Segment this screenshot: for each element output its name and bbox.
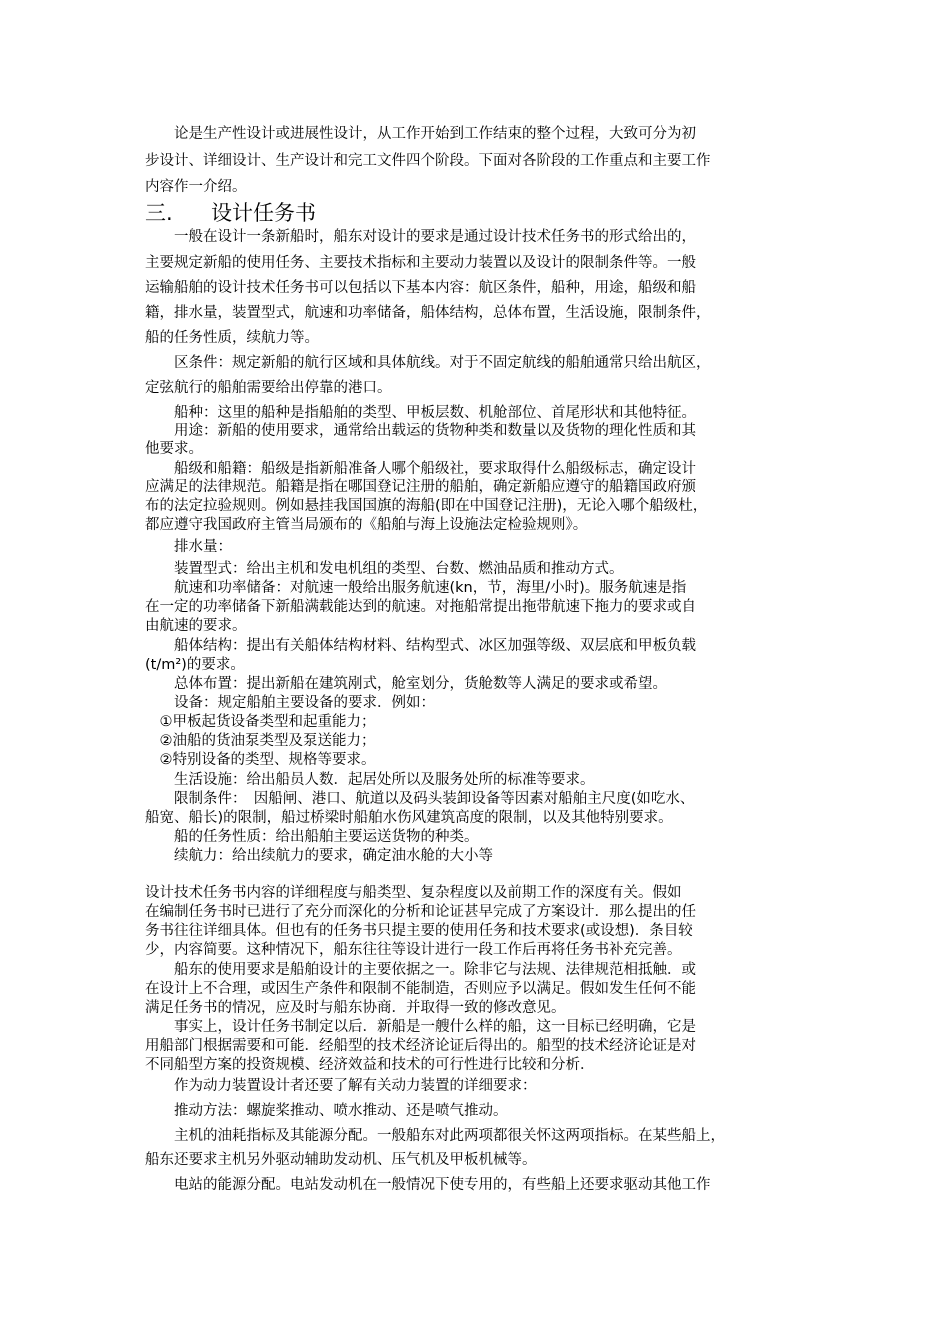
text-line: 排水量：	[145, 539, 232, 555]
text-line: 满足任务书的情况，应及时与船东协商．并取得一致的修改意见。	[145, 1000, 566, 1016]
text-line: 少，内容简要。这种情况下，船东往往等设计进行一段工作后再将任务书补充完善。	[145, 942, 682, 958]
text-line: 推动方法：螺旋桨推动、喷水推动、还是喷气推动。	[145, 1103, 508, 1119]
text-line: 定弦航行的船舶需要给出停靠的港口。	[145, 380, 392, 396]
text-line: 在设计上不合理，或因生产条件和限制不能制造，否则应予以满足。假如发生任何不能	[145, 981, 696, 997]
text-line: (t/m²)的要求。	[145, 657, 245, 673]
text-line: 籍，排水量，装置型式，航速和功率储备，船体结构，总体布置，生活设施，限制条件，	[145, 305, 711, 321]
text-line: 用途：新船的使用要求，通常给出载运的货物种类和数量以及货物的理化性质和其	[145, 423, 696, 439]
text-line: 论是生产性设计或进展性设计，从工作开始到工作结束的整个过程，大致可分为初	[145, 126, 696, 142]
text-line: 务书往往详细具体。但也有的任务书只提主要的使用任务和技术要求(或设想)．条目较	[145, 923, 693, 939]
text-line: 用船部门根据需要和可能．经船型的技术经济论证后得出的。船型的技术经济论证是对	[145, 1038, 696, 1054]
text-line: 事实上，设计任务书制定以后．新船是一艘什么样的船，这一目标已经明确，它是	[145, 1019, 696, 1035]
text-line: ①甲板起货设备类型和起重能力；	[145, 714, 376, 730]
text-line: ②油船的货油泵类型及泵送能力；	[145, 733, 376, 749]
text-line: 内容作一介绍。	[145, 179, 247, 195]
text-line: 他要求。	[145, 441, 203, 457]
text-line: 在一定的功率储备下新船满载能达到的航速。对拖船常提出拖带航速下拖力的要求或自	[145, 599, 696, 615]
text-line: 由航速的要求。	[145, 618, 247, 634]
text-line: 船宽、船长)的限制，船过桥梁时船舶水伤风建筑高度的限制，以及其他特别要求。	[145, 810, 673, 826]
text-line: 不同船型方案的投资规模、经济效益和技术的可行性进行比较和分析．	[145, 1057, 595, 1073]
text-line: 在编制任务书时已进行了充分而深化的分析和论证甚早完成了方案设计．那么提出的任	[145, 904, 696, 920]
text-line: 船种：这里的船种是指船舶的类型、甲板层数、机舱部位、首尾形状和其他特征。	[145, 405, 696, 421]
text-line: 装置型式：给出主机和发电机组的类型、台数、燃油品质和推动方式。	[145, 561, 624, 577]
text-line: 设计技术任务书内容的详细程度与船类型、复杂程度以及前期工作的深度有关。假如	[145, 885, 682, 901]
text-line: ②特别设备的类型、规格等要求。	[145, 752, 376, 768]
text-line: 都应遵守我国政府主管当局颁布的《船舶与海上设施法定检验规则》。	[145, 517, 588, 533]
text-line: 一般在设计一条新船时，船东对设计的要求是通过设计技术任务书的形式给出的，	[145, 229, 696, 245]
text-line: 船的任务性质：给出船舶主要运送货物的种类。	[145, 829, 479, 845]
text-line: 航速和功率储备：对航速一般给出服务航速(kn，节，海里/小时)。服务航速是指	[145, 580, 687, 596]
text-line: 限制条件： 因船闸、港口、航道以及码头装卸设备等因素对船舶主尺度(如吃水、	[145, 791, 695, 807]
text-line: 作为动力装置设计者还要了解有关动力装置的详细要求：	[145, 1078, 537, 1094]
section-number: 三.	[145, 201, 173, 225]
text-line: 设备：规定船舶主要设备的要求．例如：	[145, 695, 435, 711]
text-line: 步设计、详细设计、生产设计和完工文件四个阶段。下面对各阶段的工作重点和主要工作	[145, 153, 711, 169]
text-line: 船东的使用要求是船舶设计的主要依据之一。除非它与法规、法律规范相抵触．或	[145, 962, 696, 978]
text-line: 续航力：给出续航力的要求，确定油水舱的大小等	[145, 848, 493, 864]
text-line: 应满足的法律规范。船籍是指在哪国登记注册的船舶，确定新船应遵守的船籍国政府颁	[145, 479, 696, 495]
text-line: 总体布置：提出新船在建筑剐式，舱室划分，货舱数等人满足的要求或希望。	[145, 676, 667, 692]
text-line: 生活设施：给出船员人数．起居处所以及服务处所的标准等要求。	[145, 772, 595, 788]
text-line: 运输船舶的设计技术任务书可以包括以下基本内容：航区条件，船种，用途，船级和船	[145, 280, 696, 296]
text-line: 主要规定新船的使用任务、主要技术指标和主要动力装置以及设计的限制条件等。一般	[145, 255, 696, 271]
section-title: 设计任务书	[211, 201, 316, 225]
text-line: 船的任务性质，续航力等。	[145, 330, 319, 346]
text-line: 船东还要求主机另外驱动辅助发动机、压气机及甲板机械等。	[145, 1152, 537, 1168]
text-line: 主机的油耗指标及其能源分配。一般船东对此两项都很关怀这两项指标。在某些船上，	[145, 1128, 725, 1144]
section-heading	[145, 200, 316, 226]
text-line: 船体结构：提出有关船体结构材料、结构型式、冰区加强等级、双层底和甲板负载	[145, 638, 696, 654]
text-line: 布的法定拉验规则。例如悬挂我国国旗的海船(即在中国登记注册)，无论入哪个船级杜，	[145, 498, 708, 514]
text-line: 电站的能源分配。电站发动机在一般情况下使专用的，有些船上还要求驱动其他工作	[145, 1177, 711, 1193]
text-line: 船级和船籍：船级是指新船准备人哪个船级社，要求取得什么船级标志，确定设计	[145, 461, 696, 477]
text-line: 区条件：规定新船的航行区域和具体航线。对于不固定航线的船舶通常只给出航区，	[145, 355, 711, 371]
